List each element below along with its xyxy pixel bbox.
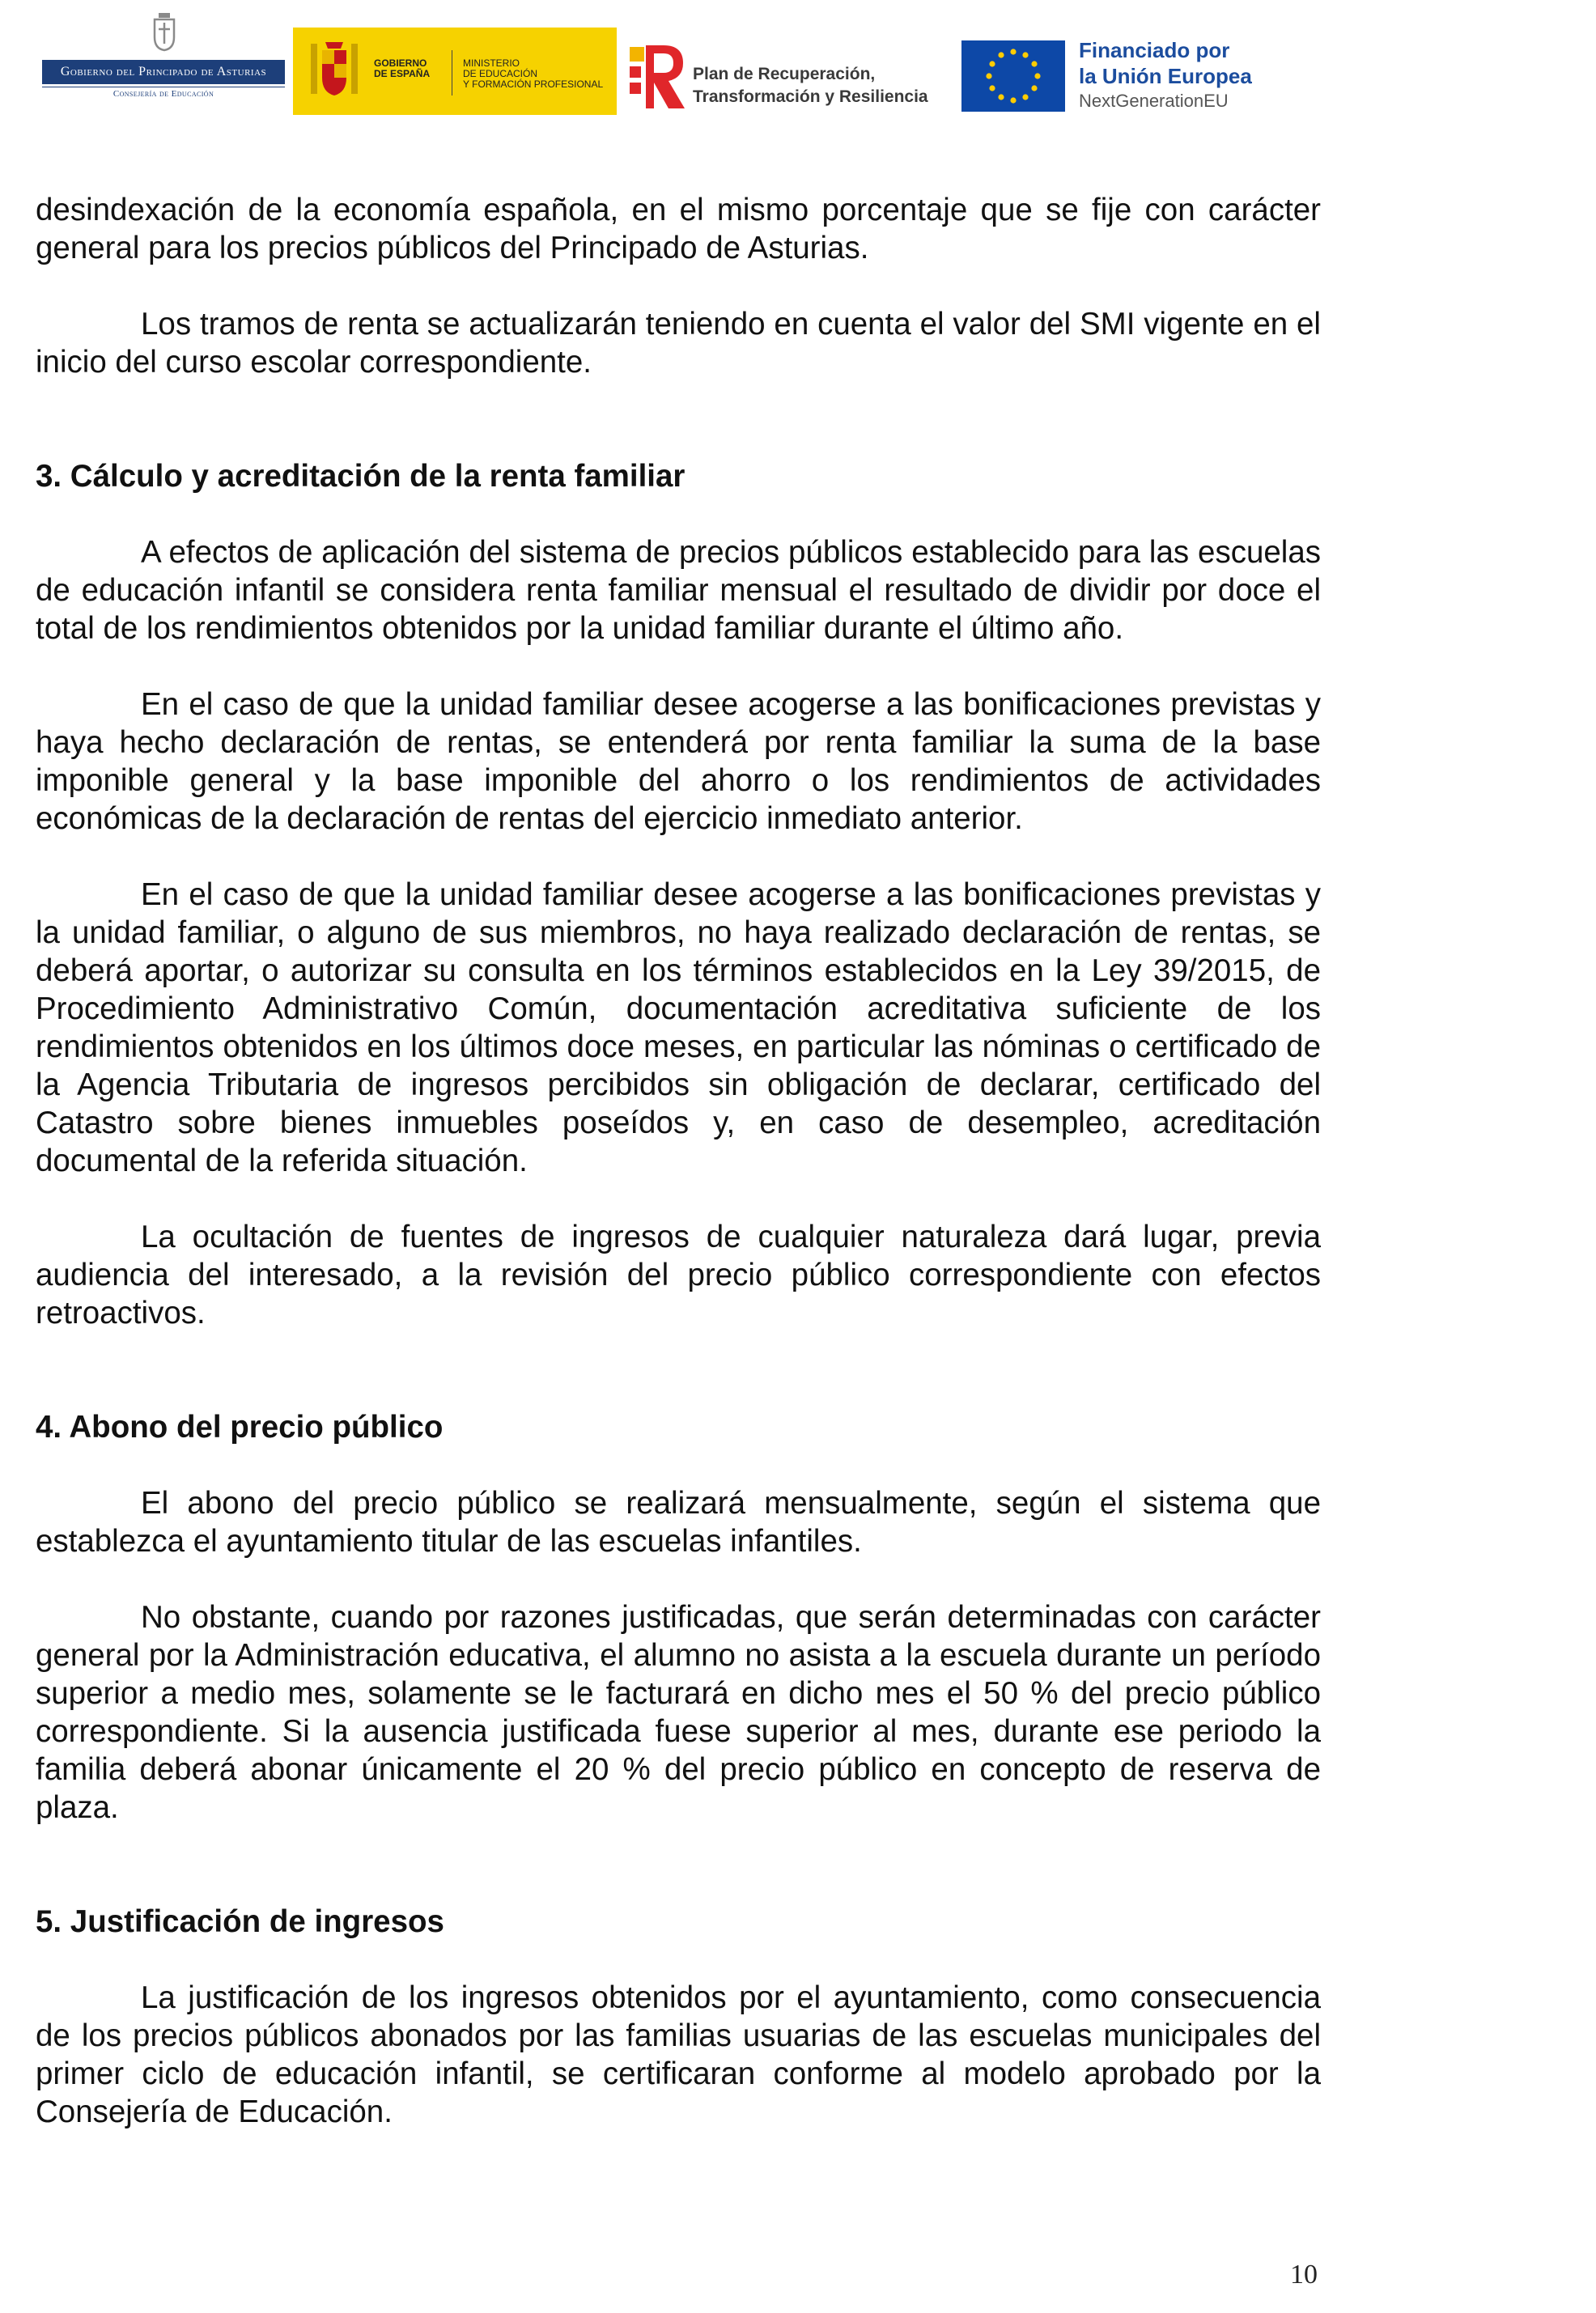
prtr-logo xyxy=(625,39,957,113)
eu-star-icon xyxy=(986,73,991,79)
document-body xyxy=(36,191,1321,2131)
eu-logo xyxy=(961,37,1285,118)
section-heading-5: 5. Justificación de ingresos xyxy=(36,1904,444,1939)
paragraph: En el caso de que la unidad familiar desee acogerse a las bonificaciones previstas y haya hecho declaración de rentas, se entenderá por renta familiar la suma de la base imponible general y la base imponible del ahorro o los rendimientos de actividades económicas de la declaración de rentas del ejercicio inmediato anterior. xyxy=(36,687,1321,836)
eu-star-icon xyxy=(1022,94,1028,100)
paragraph: En el caso de que la unidad familiar desee acogerse a las bonificaciones previstas y la unidad familiar, o alguno de sus miembros, no haya realizado declaración de rentas, se deberá aportar, o autorizar su consulta en los términos establecidos en la Ley 39/2015, de Procedimiento Administrativo Común, documentación acreditativa suficiente de los rendimientos obtenidos en los últimos doce meses, en particular las nóminas o certificado de la Agencia Tributaria de ingresos percibidos sin obligación de declarar, certificado del Catastro sobre bienes inmuebles poseídos y, en caso de desempleo, acreditación documental de la referida situación. xyxy=(36,877,1321,1178)
eu-star-icon xyxy=(1031,61,1037,66)
asturias-name: Gobierno del Principado de Asturias xyxy=(42,60,285,84)
eu-star-icon xyxy=(989,85,995,91)
eu-star-icon xyxy=(1010,49,1016,54)
paragraph: La justificación de los ingresos obtenidos por el ayuntamiento, como consecuencia de los precios públicos abonados por las familias usuarias de las escuelas municipales del primer ciclo de educación infantil, se certificaran conforme al modelo aprobado por la Consejería de Educación. xyxy=(36,1980,1321,2129)
eu-star-icon xyxy=(998,52,1004,57)
paragraph: La ocultación de fuentes de ingresos de cualquier naturaleza dará lugar, previa audiencia del interesado, a la revisión del precio público correspondiente con efectos retroactivos. xyxy=(36,1220,1321,1331)
eu-star-icon xyxy=(1010,97,1016,103)
prtr-mark-icon xyxy=(625,42,690,110)
eu-funding-label: Financiado por la Unión Europea xyxy=(1079,38,1252,88)
ministerio-label: MINISTERIO DE EDUCACIÓN Y FORMACIÓN PROFESIONAL xyxy=(463,57,604,90)
eu-star-icon xyxy=(1031,85,1037,91)
gobierno-label: GOBIERNO DE ESPAÑA xyxy=(374,57,431,79)
section-heading-3: 3. Cálculo y acreditación de la renta familiar xyxy=(36,459,686,494)
asturias-logo xyxy=(42,11,285,108)
coat-of-arms-icon xyxy=(306,39,363,104)
header-logos xyxy=(0,0,1596,129)
page-number: 10 xyxy=(1290,2260,1318,2290)
paragraph: No obstante, cuando por razones justificadas, que serán determinadas con carácter general por la Administración educativa, el alumno no asista a la escuela durante un período superior a medio mes, solamente se le facturará en dicho mes el 50 % del precio público correspondiente. Si la ausencia justificada fuese superior al mes, durante ese periodo la familia deberá abonar únicamente el 20 % del precio público en concepto de reserva de plaza. xyxy=(36,1600,1321,1825)
eu-star-icon xyxy=(1022,52,1028,57)
eu-program-label: NextGenerationEU xyxy=(1079,91,1229,111)
asturias-subtitle: Consejería de Educación xyxy=(112,89,214,99)
section-heading-4: 4. Abono del precio público xyxy=(36,1410,444,1445)
eu-star-icon xyxy=(989,61,995,66)
paragraph: Los tramos de renta se actualizarán teniendo en cuenta el valor del SMI vigente en el inicio del curso escolar correspondiente. xyxy=(36,307,1321,380)
eu-star-icon xyxy=(1034,73,1040,79)
eu-star-icon xyxy=(998,94,1004,100)
paragraph: A efectos de aplicación del sistema de precios públicos establecido para las escuelas de educación infantil se considera renta familiar mensual el resultado de dividir por doce el total de los rendimientos obtenidos por la unidad familiar durante el último año. xyxy=(36,535,1321,646)
gobierno-espana-logo xyxy=(293,28,617,115)
prtr-label: Plan de Recuperación, Transformación y Resiliencia xyxy=(693,65,928,106)
paragraph: desindexación de la economía española, en el mismo porcentaje que se fije con carácter general para los precios públicos del Principado de Asturias. xyxy=(36,193,1321,265)
eu-flag-icon xyxy=(961,40,1065,112)
asturias-crest-icon xyxy=(151,11,178,52)
paragraph: El abono del precio público se realizará mensualmente, según el sistema que establezca el ayuntamiento titular de las escuelas infantiles. xyxy=(36,1486,1321,1559)
